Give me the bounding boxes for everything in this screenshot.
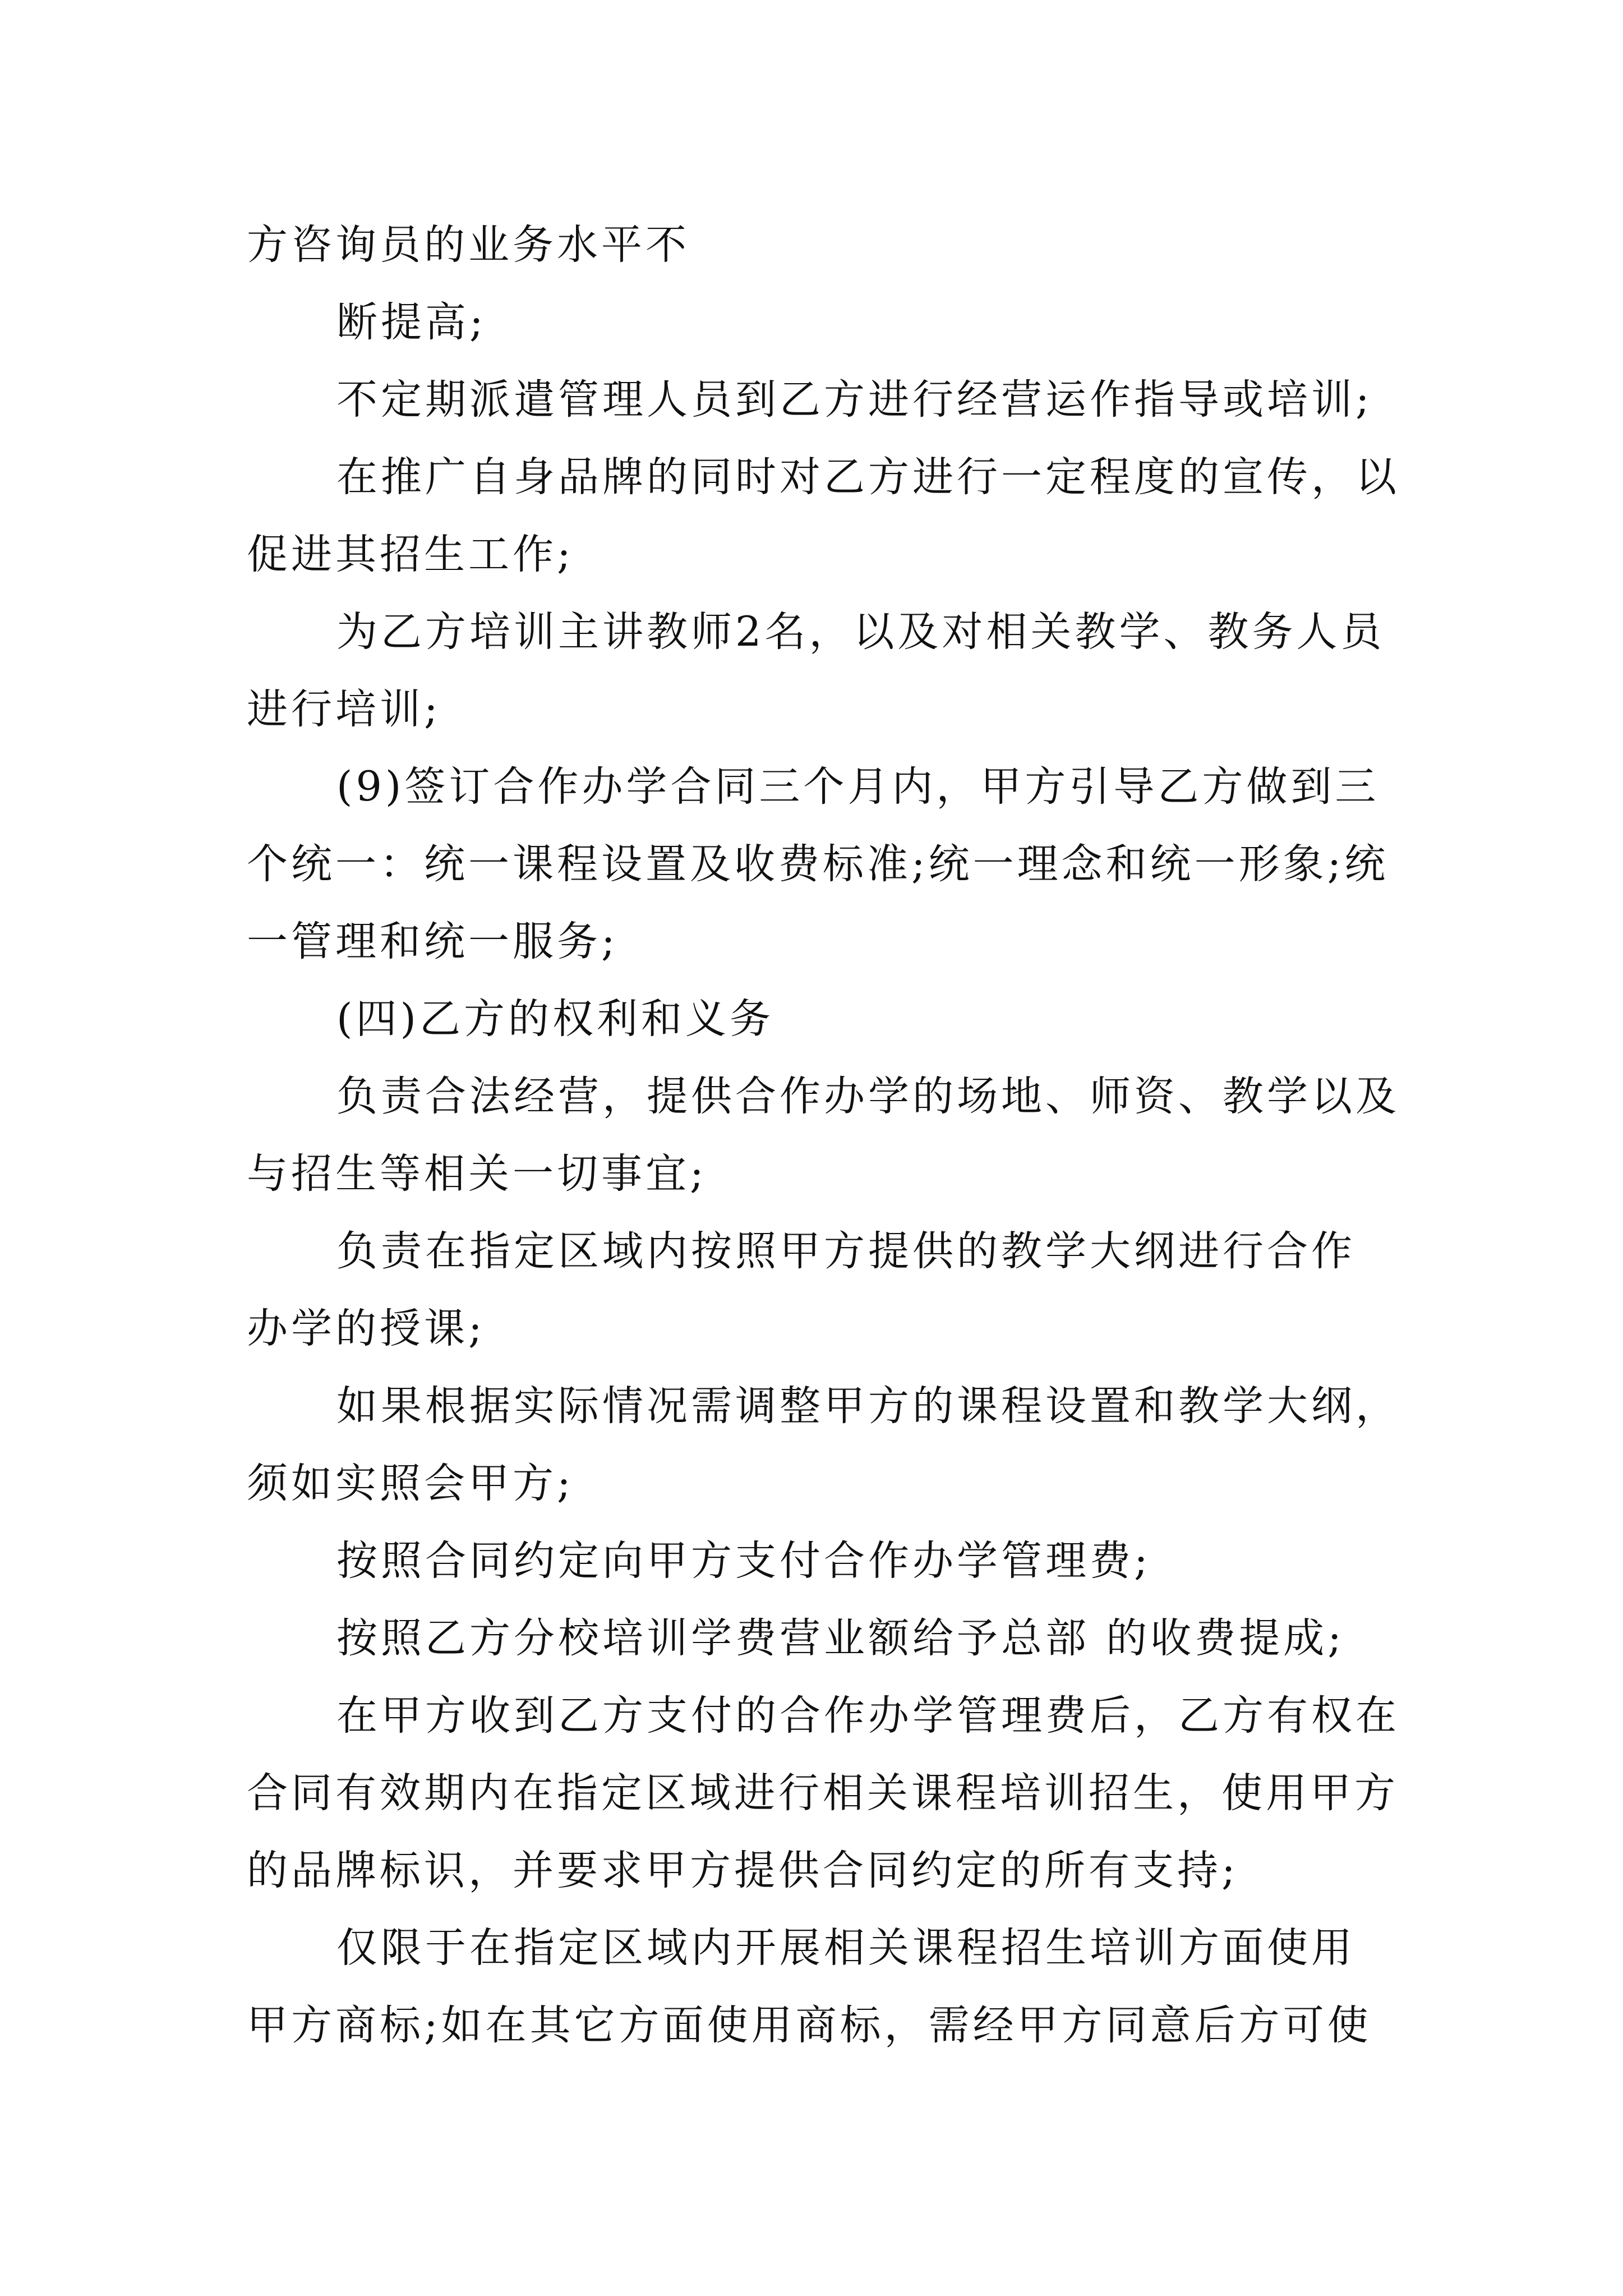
text-line: 与招生等相关一切事宜; [247,1150,707,1198]
document-body [247,206,1400,2064]
text-line: 个统一：统一课程设置及收费标准;统一理念和统一形象;统 [247,840,1389,888]
text-line: 为乙方培训主讲教师2名，以及对相关教学、教务人员 [336,608,1385,656]
text-line: 在甲方收到乙方支付的合作办学管理费后，乙方有权在 [336,1692,1400,1740]
text-line: 如果根据实际情况需调整甲方的课程设置和教学大纲， [336,1382,1400,1430]
text-line: 方咨询员的业务水平不 [247,221,690,269]
text-line: 按照合同约定向甲方支付合作办学管理费; [336,1537,1151,1585]
text-line: 断提高; [336,298,487,346]
text-line: 一管理和统一服务; [247,918,619,965]
text-line: 合同有效期内在指定区域进行相关课程培训招生，使用甲方 [247,1769,1399,1817]
text-line: (9)签订合作办学合同三个月内，甲方引导乙方做到三 [336,763,1380,811]
text-line: 办学的授课; [247,1305,486,1352]
text-line: 不定期派遣管理人员到乙方进行经营运作指导或培训; [336,376,1373,424]
text-line: 按照乙方分校培训学费营业额给予总部 的收费提成; [336,1614,1345,1662]
text-line: 进行培训; [247,685,441,733]
text-line: 负责合法经营，提供合作办学的场地、师资、教学以及 [336,1073,1400,1120]
text-line: 负责在指定区域内按照甲方提供的教学大纲进行合作 [336,1227,1355,1275]
text-line: 甲方商标;如在其它方面使用商标，需经甲方同意后方可使 [247,2001,1372,2049]
text-line: 的品牌标识，并要求甲方提供合同约定的所有支持; [247,1847,1239,1894]
text-line: 须如实照会甲方; [247,1460,574,1507]
text-line: 仅限于在指定区域内开展相关课程招生培训方面使用 [336,1924,1355,1972]
text-line: (四)乙方的权利和义务 [336,995,774,1043]
text-line: 促进其招生工作; [247,531,574,578]
text-line: 在推广自身品牌的同时对乙方进行一定程度的宣传，以 [336,453,1400,501]
